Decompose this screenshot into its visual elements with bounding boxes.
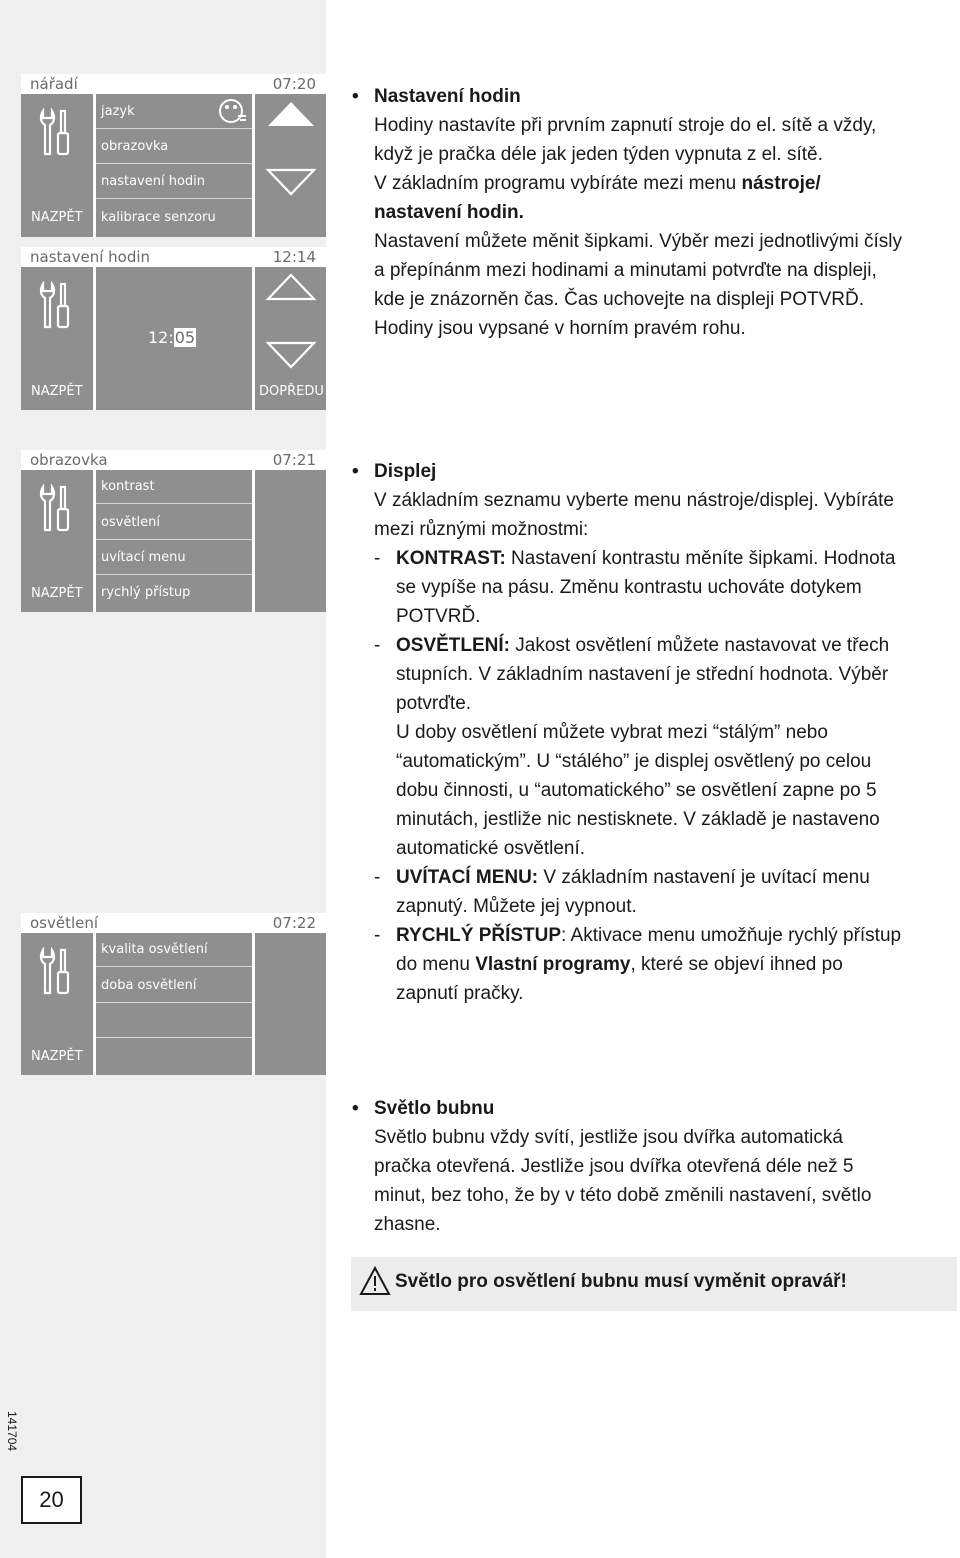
paragraph-line: zapnutí pračky. <box>396 983 524 1004</box>
back-button[interactable]: NAZPĚT <box>31 586 83 601</box>
menu-name-bold: Vlastní programy <box>475 954 631 975</box>
option-label: OSVĚTLENÍ: <box>396 635 511 656</box>
paragraph-line: Nastavení můžete měnit šipkami. Výběr mezi jednotlivými čísly <box>374 231 902 252</box>
paragraph-line: V základním seznamu vyberte menu nástroje/displej. Vybíráte <box>374 490 894 511</box>
lighting-menu <box>96 933 252 1075</box>
screen-header <box>21 450 326 470</box>
paragraph-line <box>352 169 960 198</box>
section-display <box>352 457 960 1008</box>
section-heading: Nastavení hodin <box>374 86 521 107</box>
paragraph-line: se vypíše na pásu. Změnu kontrastu uchováte dotykem <box>396 577 862 598</box>
menu-item-kalibrace[interactable]: kalibrace senzoru <box>101 210 216 225</box>
paragraph-line: zhasne. <box>374 1214 441 1235</box>
arrow-up-icon[interactable] <box>265 98 317 130</box>
paragraph-line: minutách, jestliže nic nestisknete. V základě je nastaveno <box>396 809 880 830</box>
text-run: Nastavení kontrastu měníte šipkami. Hodnota <box>505 548 896 569</box>
time-editor[interactable] <box>148 328 196 347</box>
paragraph-line: automatické osvětlení. <box>396 838 586 859</box>
text-run: V základním nastavení je uvítací menu <box>538 867 870 888</box>
paragraph-line: Světlo bubnu vždy svítí, jestliže jsou dvířka automatická <box>374 1127 843 1148</box>
paragraph-line: dobu činnosti, u “automatického” se osvětlení zapne po 5 <box>396 780 877 801</box>
option-label: UVÍTACÍ MENU: <box>396 867 539 888</box>
menu-divider <box>96 163 252 164</box>
paragraph-line: zapnutý. Můžete jej vypnout. <box>396 896 637 917</box>
dash: - <box>374 635 381 656</box>
paragraph-line: nastavení hodin. <box>374 202 524 223</box>
screen-header <box>21 913 326 933</box>
column-divider <box>252 933 255 1075</box>
paragraph-line: potvrďte. <box>396 693 472 714</box>
menu-item-osvetleni[interactable]: osvětlení <box>101 515 160 530</box>
screen-clock: 07:21 <box>272 451 316 469</box>
arrow-up-icon[interactable] <box>265 271 317 303</box>
screen-clock: 12:14 <box>272 248 316 266</box>
menu-path-bold: nástroje/ <box>741 173 821 194</box>
menu-item-kvalita-osvetleni[interactable]: kvalita osvětlení <box>101 942 208 957</box>
paragraph-line: Hodiny jsou vypsané v horním pravém rohu. <box>374 318 746 339</box>
text-run: , které se objeví ihned po <box>630 954 843 975</box>
warning-icon <box>359 1266 391 1296</box>
paragraph-line: stupních. V základním nastavení je střední hodnota. Výběr <box>396 664 889 685</box>
paragraph-line: minut, bez toho, že by v této době změnili nastavení, světlo <box>374 1185 872 1206</box>
bullet: • <box>352 461 359 482</box>
menu-divider <box>96 128 252 129</box>
tools-icon <box>39 108 75 158</box>
menu-divider <box>96 198 252 199</box>
menu-item-nastaveni-hodin[interactable]: nastavení hodin <box>101 174 206 189</box>
menu-divider <box>96 1002 252 1003</box>
menu-divider <box>96 1037 252 1038</box>
column-divider <box>252 267 255 410</box>
paragraph-line: když je pračka déle jak jeden týden vypnuta z el. sítě. <box>374 144 823 165</box>
paragraph-line: Hodiny nastavíte při prvním zapnutí stroje do el. sítě a vždy, <box>374 115 877 136</box>
tools-icon <box>39 484 75 534</box>
back-button[interactable]: NAZPĚT <box>31 1049 83 1064</box>
column-divider <box>252 470 255 612</box>
option-rychly-pristup <box>352 921 960 950</box>
display-screen <box>21 450 326 612</box>
paragraph-line: pračka otevřená. Jestliže jsou dvířka otevřená déle než 5 <box>374 1156 854 1177</box>
lighting-screen <box>21 913 326 1075</box>
tools-icon <box>39 281 75 331</box>
document-code: 141704 <box>5 1411 19 1452</box>
column-divider <box>252 94 255 237</box>
menu-divider <box>96 966 252 967</box>
screen-header <box>21 247 326 267</box>
menu-divider <box>96 539 252 540</box>
paragraph-line: POTVRĎ. <box>396 606 481 627</box>
option-label: RYCHLÝ PŘÍSTUP <box>396 925 562 946</box>
screen-title: obrazovka <box>30 451 108 469</box>
arrow-down-icon[interactable] <box>265 339 317 371</box>
bullet: • <box>352 86 359 107</box>
time-hours: 12: <box>148 328 174 347</box>
paragraph-line: “automatickým”. U “stálého” je displej osvětlený po celou <box>396 751 872 772</box>
dash: - <box>374 867 381 888</box>
arrow-down-icon[interactable] <box>265 166 317 198</box>
menu-item-obrazovka[interactable]: obrazovka <box>101 139 169 154</box>
display-menu <box>96 470 252 612</box>
section-drum-light <box>352 1094 960 1239</box>
page-number: 20 <box>21 1476 82 1524</box>
paragraph-line: mezi různými možnostmi: <box>374 519 589 540</box>
paragraph-line: kde je znázorněn čas. Čas uchovejte na displeji POTVRĎ. <box>374 289 865 310</box>
menu-item-doba-osvetleni[interactable]: doba osvětlení <box>101 978 197 993</box>
time-minutes-selected[interactable]: 05 <box>174 328 196 347</box>
warning-box <box>351 1257 957 1311</box>
tools-screen <box>21 74 326 237</box>
menu-item-rychly-pristup[interactable]: rychlý přístup <box>101 585 191 600</box>
screen-clock: 07:20 <box>272 75 316 93</box>
screen-header <box>21 74 326 94</box>
warning-text: Světlo pro osvětlení bubnu musí vyměnit opravář! <box>395 1271 847 1292</box>
menu-item-kontrast[interactable]: kontrast <box>101 479 155 494</box>
back-button[interactable]: NAZPĚT <box>31 384 83 399</box>
column-divider <box>93 267 96 410</box>
menu-divider <box>96 503 252 504</box>
menu-divider <box>96 574 252 575</box>
forward-button[interactable]: DOPŘEDU <box>259 384 324 399</box>
option-osvetleni <box>352 631 960 660</box>
text-run: Jakost osvětlení můžete nastavovat ve třech <box>510 635 890 656</box>
menu-item-jazyk[interactable]: jazyk <box>101 104 135 119</box>
section-heading: Displej <box>374 461 437 482</box>
screen-title: osvětlení <box>30 914 99 932</box>
section-clock-settings <box>352 82 960 343</box>
option-kontrast <box>352 544 960 573</box>
dash: - <box>374 925 381 946</box>
clock-screen <box>21 247 326 410</box>
screen-clock: 07:22 <box>272 914 316 932</box>
text-run: V základním programu vybíráte mezi menu <box>374 173 742 194</box>
paragraph-line: U doby osvětlení můžete vybrat mezi “stálým” nebo <box>396 722 828 743</box>
section-heading: Světlo bubnu <box>374 1098 495 1119</box>
menu-item-uvitaci-menu[interactable]: uvítací menu <box>101 550 186 565</box>
tools-icon <box>39 947 75 997</box>
text-run: do menu <box>396 954 476 975</box>
paragraph-line: a přepínánm mezi hodinami a minutami potvrďte na displeji, <box>374 260 877 281</box>
screen-title: nářadí <box>30 75 78 93</box>
screen-title: nastavení hodin <box>30 248 151 266</box>
dash: - <box>374 548 381 569</box>
paragraph-line <box>352 950 960 979</box>
back-button[interactable]: NAZPĚT <box>31 210 83 225</box>
text-run: : Aktivace menu umožňuje rychlý přístup <box>561 925 902 946</box>
option-uvitaci-menu <box>352 863 960 892</box>
language-icon <box>218 96 248 126</box>
bullet: • <box>352 1098 359 1119</box>
option-label: KONTRAST: <box>396 548 506 569</box>
